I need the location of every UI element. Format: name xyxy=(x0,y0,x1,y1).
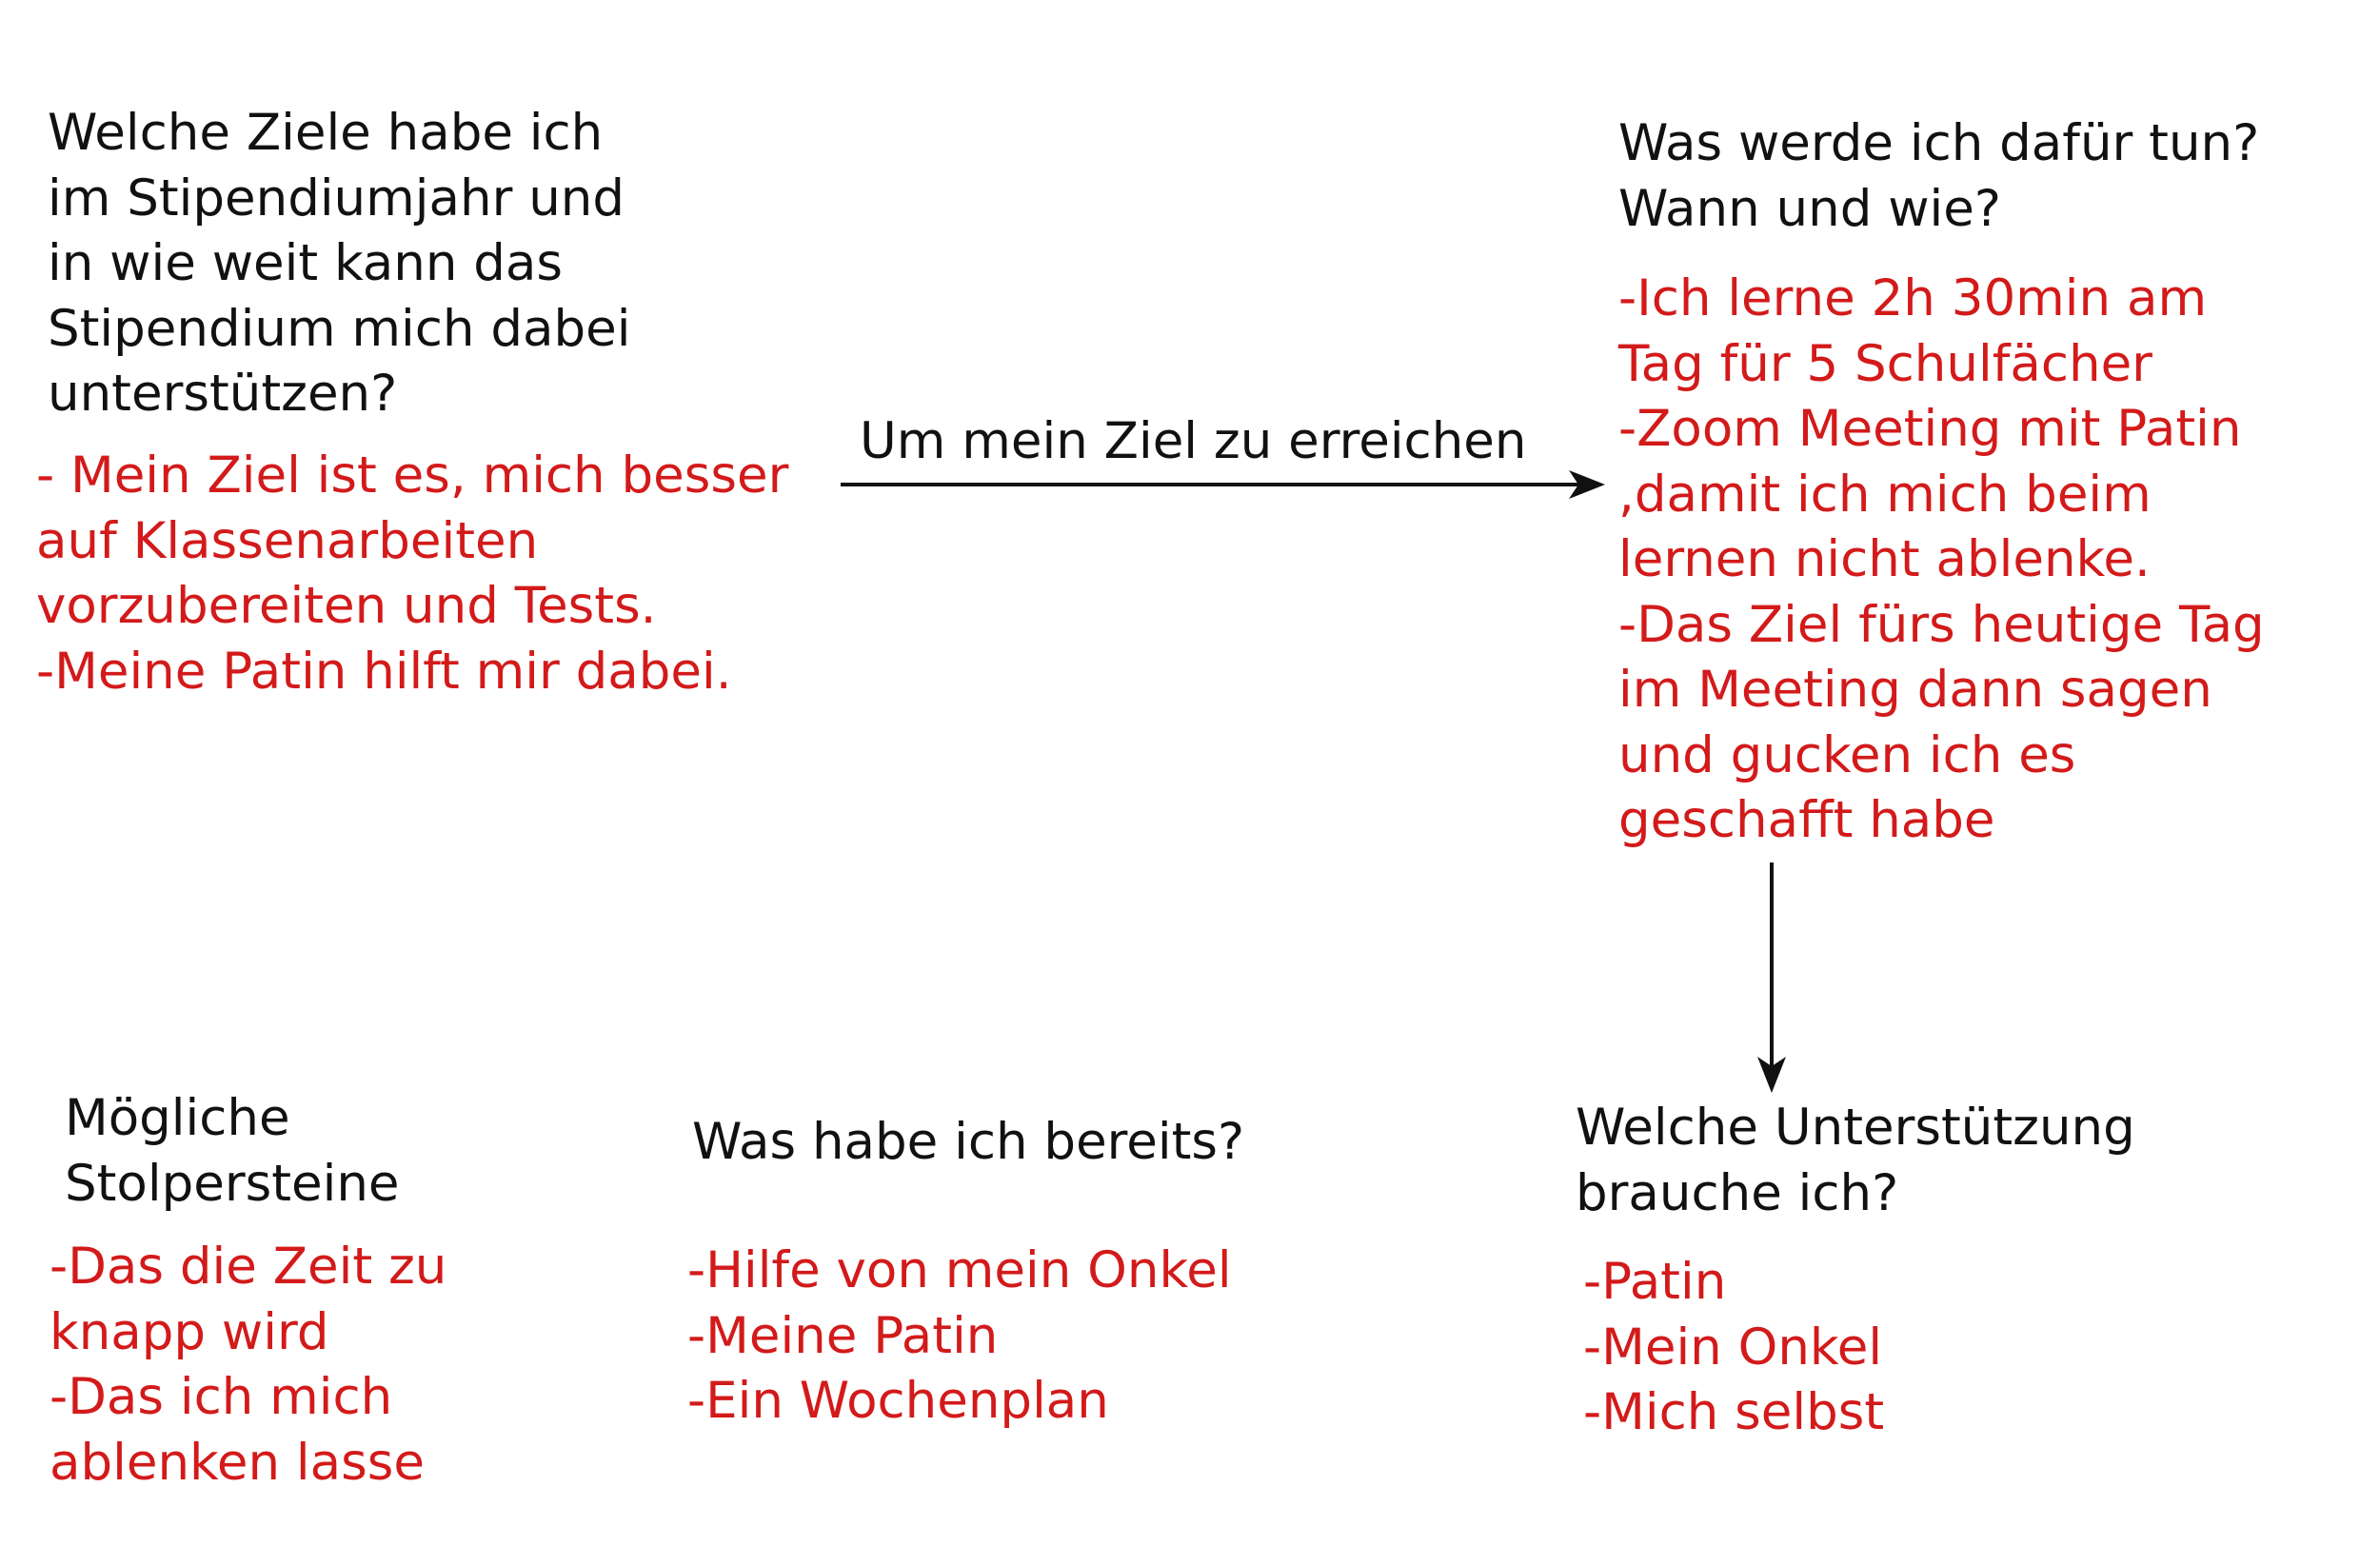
actions-question-line: Wann und wie? xyxy=(1618,179,2002,238)
goals-question-line: im Stipendiumjahr und xyxy=(48,168,625,228)
obstacles-answer-line: knapp wird xyxy=(50,1302,329,1361)
actions-answer-line: Tag für 5 Schulfächer xyxy=(1618,334,2152,393)
actions-answer-line: im Meeting dann sagen xyxy=(1618,661,2212,719)
goals-question-line: unterstützen? xyxy=(48,365,398,423)
goals-question-line: in wie weit kann das xyxy=(48,234,563,292)
goals-answer-line: auf Klassenarbeiten xyxy=(36,511,539,570)
resources-answer-line: -Meine Patin xyxy=(687,1306,999,1365)
support-answer-line: -Patin xyxy=(1583,1253,1727,1311)
goals-answer-line: -Meine Patin hilft mir dabei. xyxy=(36,642,732,701)
resources-answer-line: -Hilfe von mein Onkel xyxy=(687,1241,1232,1299)
actions-answer-line: -Zoom Meeting mit Patin xyxy=(1618,400,2242,458)
actions-answer-line: und gucken ich es xyxy=(1618,725,2076,784)
support-question-line: Welche Unterstützung xyxy=(1576,1099,2135,1157)
actions-answer-line: -Ich lerne 2h 30min am xyxy=(1618,269,2208,327)
support-answer-line: -Mich selbst xyxy=(1583,1383,1885,1441)
resources-answer-line: -Ein Wochenplan xyxy=(687,1372,1109,1430)
support-question-line: brauche ich? xyxy=(1576,1163,1899,1222)
actions-answer-line: ,damit ich mich beim xyxy=(1618,465,2152,524)
goals-answer-line: - Mein Ziel ist es, mich besser xyxy=(36,446,789,505)
goals-question-line: Stipendium mich dabei xyxy=(48,299,631,358)
actions-answer-line: geschafft habe xyxy=(1618,791,1995,849)
obstacles-answer-line: -Das ich mich xyxy=(50,1368,393,1426)
goals-answer-line: vorzubereiten und Tests. xyxy=(36,577,657,635)
actions-question-line: Was werde ich dafür tun? xyxy=(1618,114,2260,172)
edge-label-goal: Um mein Ziel zu erreichen xyxy=(860,412,1527,470)
support-answer-line: -Mein Onkel xyxy=(1583,1318,1883,1377)
goals-question-line: Welche Ziele habe ich xyxy=(48,104,604,162)
actions-answer-line: -Das Ziel fürs heutige Tag xyxy=(1618,595,2265,654)
resources-question-line: Was habe ich bereits? xyxy=(692,1113,1245,1171)
actions-answer-line: lernen nicht ablenke. xyxy=(1618,530,2151,588)
obstacles-question-line: Stolpersteine xyxy=(65,1154,400,1213)
obstacles-answer-line: -Das die Zeit zu xyxy=(50,1238,447,1296)
obstacles-question-line: Mögliche xyxy=(65,1089,290,1147)
obstacles-answer-line: ablenken lasse xyxy=(50,1433,425,1492)
